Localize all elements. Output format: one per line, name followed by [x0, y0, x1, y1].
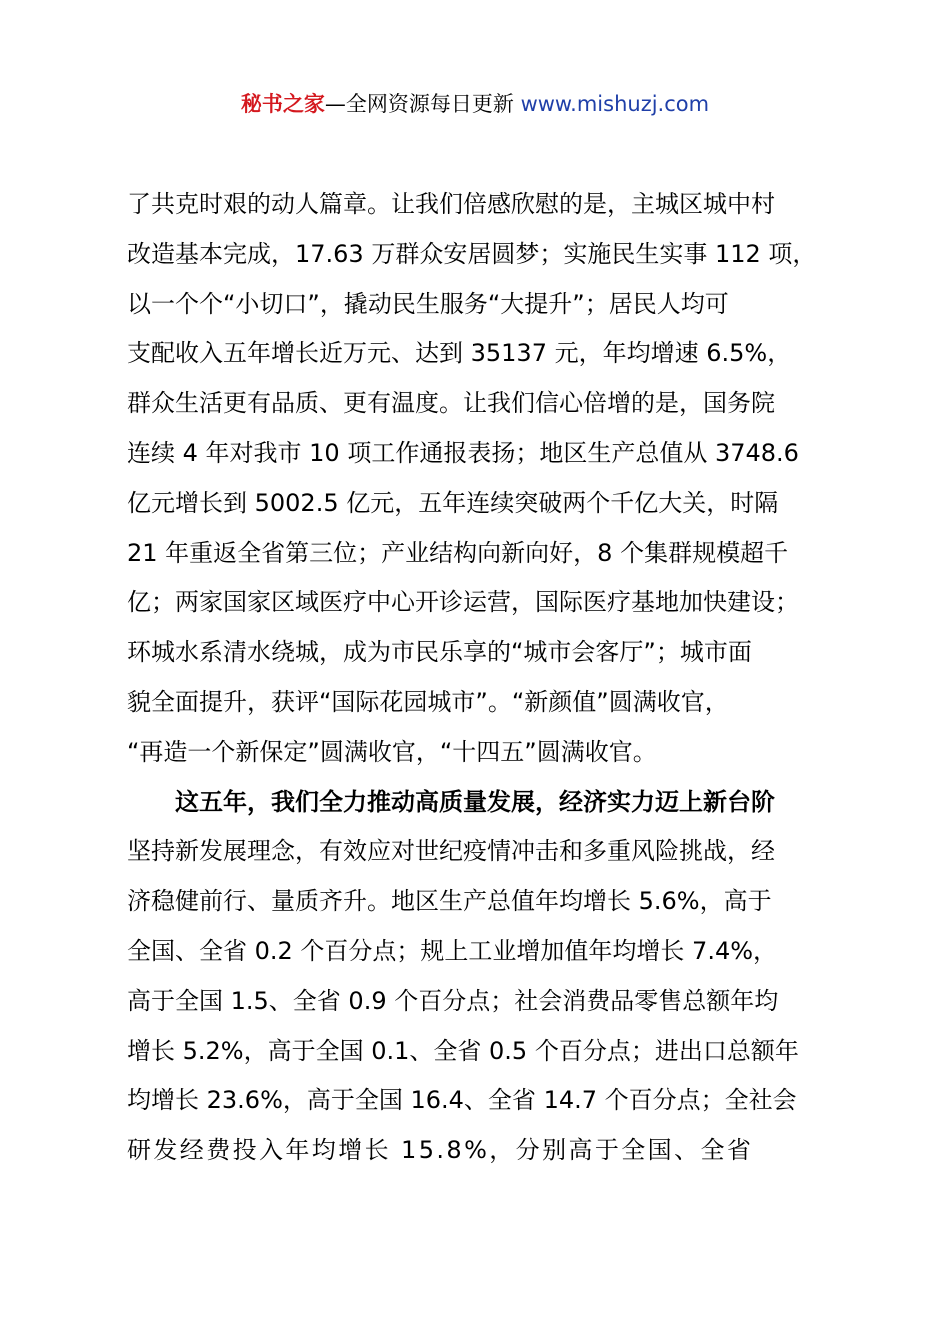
- text-line: 增长 5.2%，高于全国 0.1、全省 0.5 个百分点；进出口总额年: [127, 1036, 799, 1065]
- text-line: 高于全国 1.5、全省 0.9 个百分点；社会消费品零售总额年均: [127, 986, 779, 1015]
- text-line: 改造基本完成，17.63 万群众安居圆梦；实施民生实事 112 项，: [127, 239, 817, 268]
- page-header: [0, 88, 950, 120]
- brand-name: 秘书之家: [240, 92, 325, 116]
- text-line: 支配收入五年增长近万元、达到 35137 元，年均增速 6.5%，: [127, 339, 792, 368]
- document-body: [127, 180, 837, 1176]
- text-line: “再造一个新保定”圆满收官，“十四五”圆满收官。: [127, 737, 657, 766]
- text-line: 研发经费投入年均增长 15.8%，分别高于全国、全省: [127, 1136, 754, 1165]
- text-line: 环城水系清水绕城，成为市民乐享的“城市会客厅”；城市面: [127, 638, 752, 667]
- text-line: 21 年重返全省第三位；产业结构向新向好，8 个集群规模超千: [127, 538, 789, 567]
- text-line: 以一个个“小切口”，撬动民生服务“大提升”；居民人均可: [127, 289, 729, 318]
- section-heading-line: 这五年，我们全力推动高质量发展，经济实力迈上新台阶: [127, 787, 775, 816]
- header-dash: —: [324, 92, 346, 116]
- header-slogan: 全网资源每日更新: [345, 92, 521, 116]
- text-line: 了共克时艰的动人篇章。让我们倍感欣慰的是，主城区城中村: [127, 190, 775, 218]
- text-line: 全国、全省 0.2 个百分点；规上工业增加值年均增长 7.4%，: [127, 936, 778, 965]
- site-url-link[interactable]: www.mishuzj.com: [520, 92, 710, 116]
- text-line: 连续 4 年对我市 10 项工作通报表扬；地区生产总值从 3748.6: [127, 438, 799, 467]
- text-line: 济稳健前行、量质齐升。地区生产总值年均增长 5.6%，高于: [127, 887, 772, 916]
- text-line: 坚持新发展理念，有效应对世纪疫情冲击和多重风险挑战，经: [127, 837, 775, 866]
- text-line: 群众生活更有品质、更有温度。让我们信心倍增的是，国务院: [127, 389, 775, 418]
- text-line: 亿元增长到 5002.5 亿元，五年连续突破两个千亿大关，时隔: [127, 488, 779, 517]
- text-line: 亿；两家国家区域医疗中心开诊运营，国际医疗基地加快建设；: [127, 588, 799, 617]
- text-line: 貌全面提升，获评“国际花园城市”。“新颜值”圆满收官，: [127, 687, 729, 716]
- text-line: 均增长 23.6%，高于全国 16.4、全省 14.7 个百分点；全社会: [127, 1086, 797, 1115]
